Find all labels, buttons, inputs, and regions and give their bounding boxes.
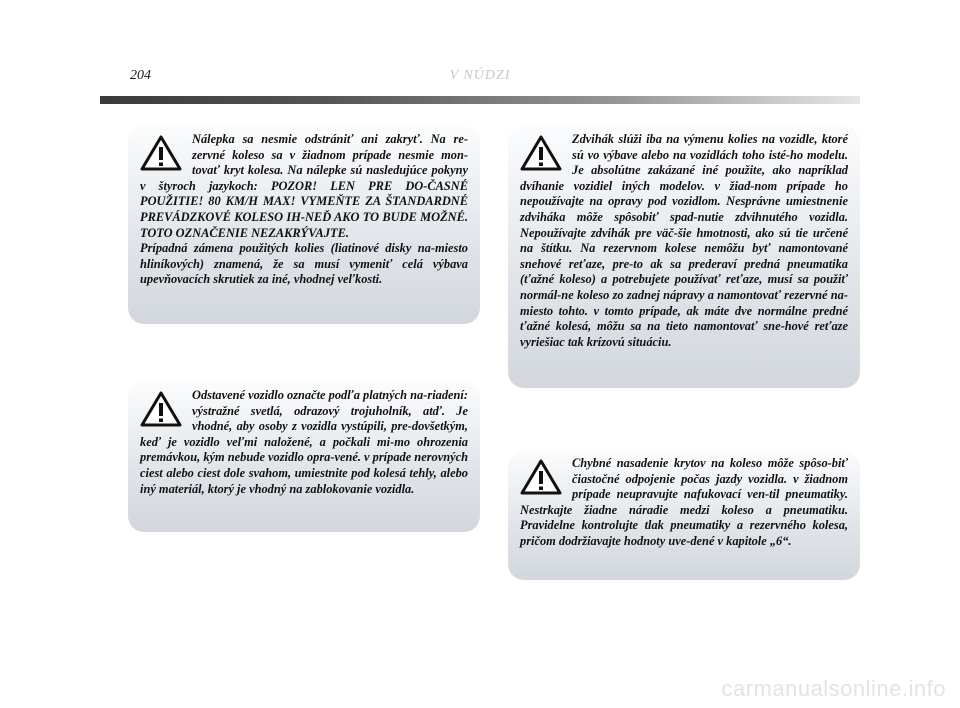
section-title: V NÚDZI xyxy=(449,68,511,83)
warning-text: Zdvihák slúži iba na výmenu kolies na vozidle, ktoré sú vo výbave alebo na vozidlách toho isté-ho modelu. Je absolútne zakázané iné použite, ako napríklad dvíhanie vozidiel iných modelov. v žiad-nom prípade ho nepoužívajte na opravy pod vozidlom. Nesprávne umiestnenie zdviháka môže spôsobiť spad-nutie zdvihnutého vozidla. Nepoužívajte zdvihák pre väč-šie hmotnosti, ako sú tie určené na štítku. Na rezervnom kolese nemôžu byť namontované snehové reťaze, pre-to ak sa prederaví predná pneumatika (ťažné koleso) a potrebujete používať reťaze, musí sa použiť normál-ne koleso zo zadnej nápravy a namontovať rezervné na-miesto tohto. v tomto prípade, ak máte dve normálne predné ťažné kolesá, môžu sa na tieto namontovať sne-hové reťaze vyriešiac tak krízovú situáciu. xyxy=(520,132,848,349)
warning-box-wheel-covers xyxy=(508,450,860,580)
warning-box-jack xyxy=(508,126,860,388)
watermark: carmanualsonline.info xyxy=(721,676,946,701)
warning-triangle-icon xyxy=(140,134,182,172)
warning-text-secondary: Prípadná zámena použitých kolies (liatinové disky na-miesto hliníkových) znamená, že sa musí vymeniť celá výbava upevňovacích skrutiek za iné, vhodnej veľkosti. xyxy=(140,241,468,287)
warning-text: Nálepka sa nesmie odstrániť ani zakryť. Na re-zervné koleso sa v žiadnom prípade nesmie mon-tovať kryt kolesa. Na nálepke sú nasledujúce pokyny v štyroch jazykoch: POZOR! LEN PRE DO-ČASNÉ POUŽITIE! 80 KM/H MAX! VYMEŇTE ZA ŠTANDARDNÉ PREVÁDZKOVÉ KOLESO IH-NEĎ AKO TO BUDE MOŽNÉ. TOTO OZNAČENIE NEZAKRÝVAJTE. xyxy=(140,132,468,240)
warning-triangle-icon xyxy=(520,458,562,496)
warning-box-parked-vehicle xyxy=(128,382,480,532)
warning-box-sticker xyxy=(128,126,480,324)
warning-triangle-icon xyxy=(520,134,562,172)
header-rule xyxy=(100,96,860,104)
page-number: 204 xyxy=(130,68,151,83)
warning-triangle-icon xyxy=(140,390,182,428)
warning-text: Odstavené vozidlo označte podľa platných na-riadení: výstražné svetlá, odrazový trojuholník, atď. Je vhodné, aby osoby z vozidla vystúpili, pre-dovšetkým, keď je vozidlo veľmi naložené, a počkali mi-mo ohrozenia premávkou, kým nebude vozidlo opra-vené. v prípade nerovných ciest alebo ciest dole svahom, umiestnite pod kolesá tehly, alebo iný materiál, ktorý je vhodný na zablokovanie vozidla. xyxy=(140,388,468,496)
warning-text: Chybné nasadenie krytov na koleso môže spôso-biť čiastočné odpojenie počas jazdy vozidla. v žiadnom prípade neupravujte nafukovací ven-til pneumatiky. Nestrkajte žiadne náradie medzi koleso a pneumatiku. Pravidelne kontrolujte tlak pneumatiky a rezervného kolesa, pričom dodržiavajte hodnoty uve-dené v kapitole „6“. xyxy=(520,456,848,548)
